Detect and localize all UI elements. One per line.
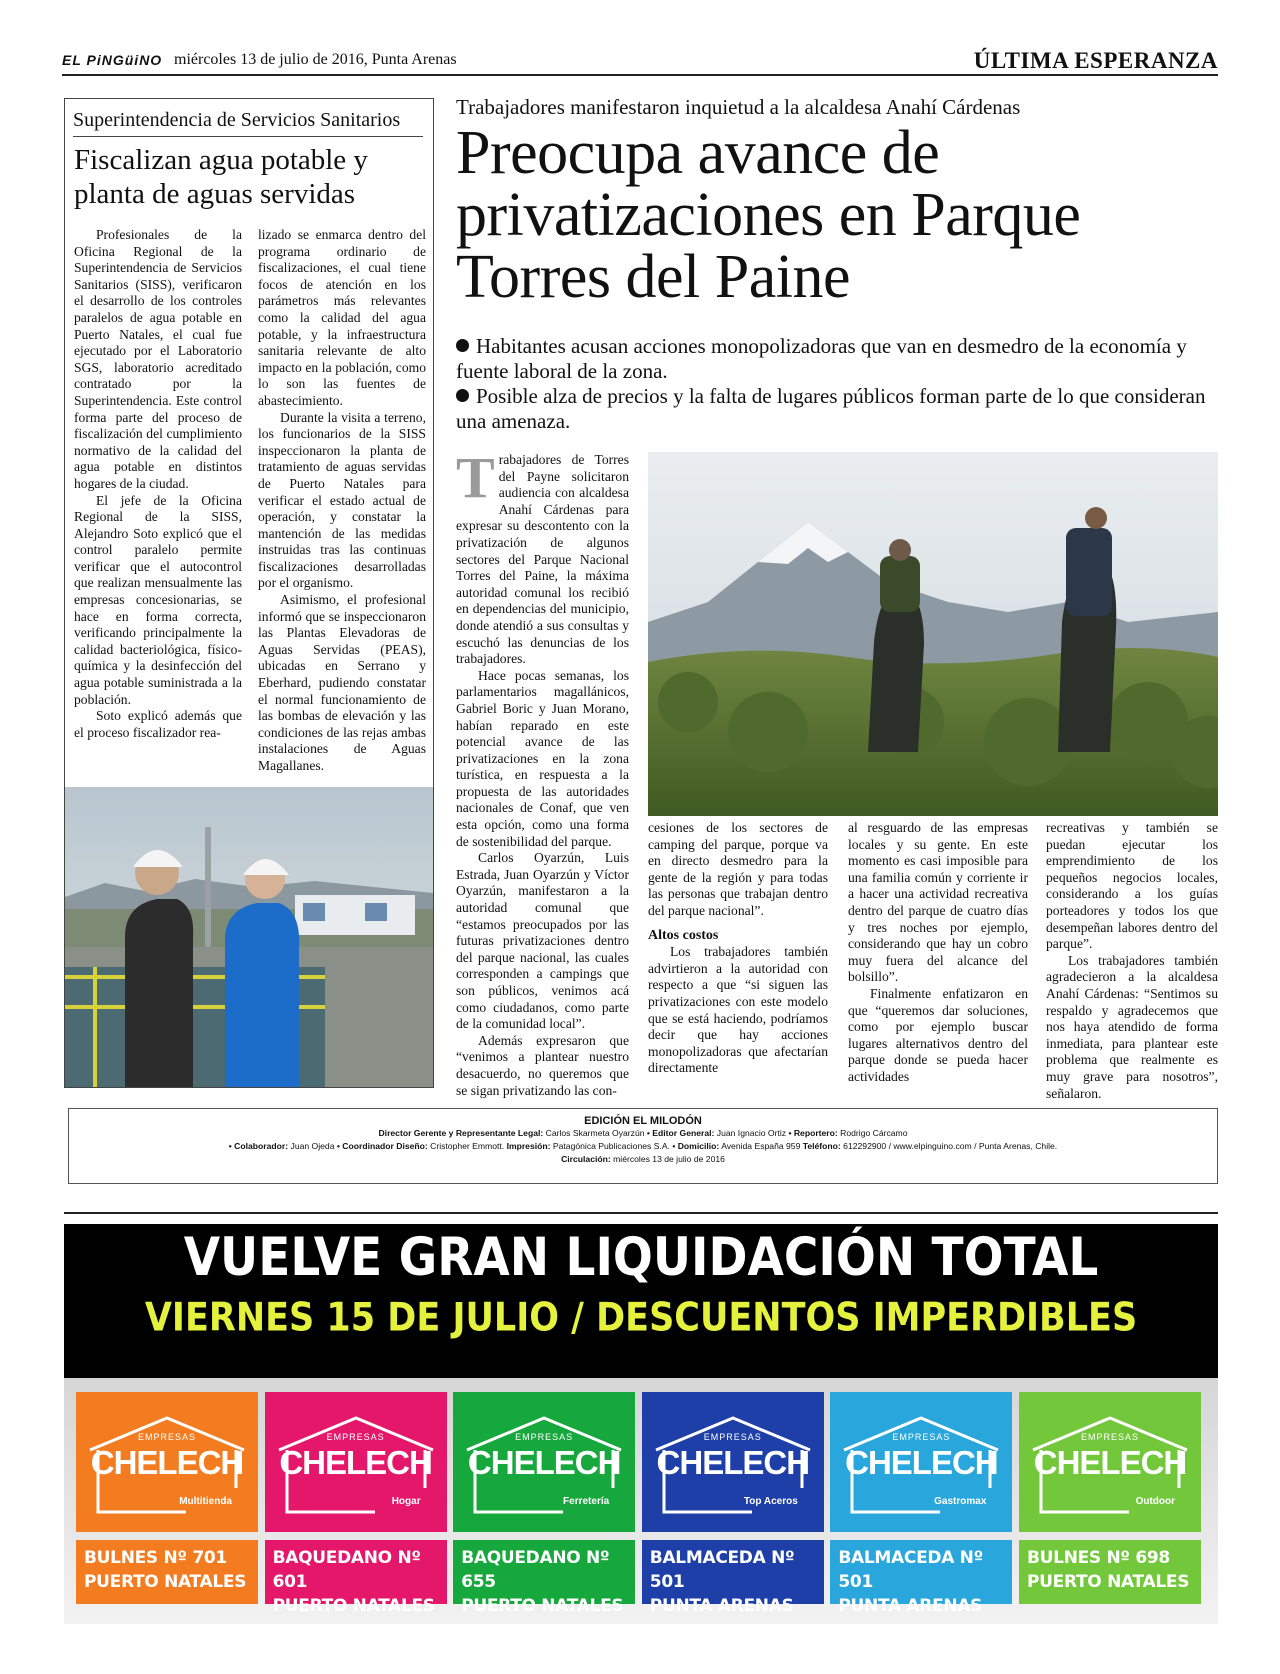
left-story-column-2 (258, 227, 426, 775)
paragraph: Durante la visita a terreno, los funcionarios de la SISS inspeccionaron la planta de tratamiento de aguas servidas de Puerto Natales para verificar el estado actual de operación, y constatar la mantención de las medidas instruidas tras las continuas fiscalizaciones desarrolladas por el organismo. (258, 409, 426, 591)
staff-title: EDICIÓN EL MILODÓN (584, 1115, 702, 1127)
store-address (1019, 1540, 1201, 1604)
store-street: BALMACEDA Nº 501 (838, 1548, 983, 1592)
left-story (64, 98, 434, 1088)
store-panel (64, 1378, 1218, 1624)
left-story-kicker: Superintendencia de Servicios Sanitarios (73, 109, 423, 137)
paragraph: El jefe de la Oficina Regional de la SISS, Alejandro Soto explicó que el control paralelo permite verificar que el autocontrol que realizan mensualmente las empresas concesionarias, se hace en forma correcta, verificando principalmente la calidad bacteriológica, físico-química y la desinfección del agua potable suministrada a la población. (74, 492, 242, 707)
left-story-column-1 (74, 227, 242, 741)
brand-name: CHELECH (467, 1444, 621, 1481)
store-address (642, 1540, 824, 1616)
store-street: BULNES Nº 698 (1027, 1548, 1170, 1568)
store-tile (642, 1392, 824, 1616)
advertisement (64, 1224, 1218, 1624)
brand-prefix: EMPRESAS (1080, 1432, 1139, 1442)
brand-prefix: EMPRESAS (515, 1432, 574, 1442)
ad-subheadline: VIERNES 15 DE JULIO / DESCUENTOS IMPERDIBLES (144, 1295, 1138, 1341)
store-type: Hogar (391, 1496, 421, 1507)
store-logo (453, 1392, 635, 1532)
main-story-kicker: Trabajadores manifestaron inquietud a la alcaldesa Anahí Cárdenas (456, 95, 1021, 119)
page-header (62, 50, 1218, 76)
staff-box (68, 1108, 1218, 1184)
paragraph: Los trabajadores también advirtieron a la autoridad con respecto a que “si siguen las privatizaciones con este modelo que se está haciendo, podríamos decir que hay acciones monopolizadoras que afectarían directamente (648, 944, 828, 1076)
store-address (453, 1540, 635, 1616)
staff-line: Circulación: miércoles 13 de julio de 2016 (561, 1154, 725, 1164)
paragraph: lizado se enmarca dentro del programa ordinario de fiscalizaciones, el cual tiene focos de atención en los parámetros más relevantes como la calidad del agua potable, y la infraestructura sanitaria relevante de alto impacto en la población, como lo son las fuentes de abastecimiento. (258, 227, 426, 408)
store-city: PUNTA ARENAS (649, 1596, 794, 1616)
store-street: BAQUEDANO Nº 601 (272, 1548, 421, 1592)
store-tile (76, 1392, 258, 1604)
main-story-headline: Preocupa avance de privatizaciones en Parque Torres del Paine (456, 119, 1081, 311)
store-type: Ferretería (563, 1496, 610, 1507)
paragraph: Los trabajadores también agradecieron a la alcaldesa Anahí Cárdenas: “Sentimos su respaldo y agradecemos que nos haya atendido de forma inmediata, para plantear este problema que realmente es muy grave para nosotros”, señalaron. (1046, 952, 1218, 1101)
brand-name: CHELECH (656, 1444, 810, 1481)
newspaper-logo: EL PiNGüiNO (62, 52, 163, 68)
paragraph: recreativas y también se puedan ejecutar los emprendimiento de los pequeños negocios locales, considerando a los guías porteadores y todos los que desempeñan labores dentro del parque”. (1046, 820, 1218, 952)
section-title: ÚLTIMA ESPERANZA (973, 48, 1218, 73)
store-street: BAQUEDANO Nº 655 (461, 1548, 610, 1592)
lead-paragraph: Trabajadores de Torres del Payne solicitaron audiencia con alcaldesa Anahí Cárdenas para expresar su descontento con la privatización de algunos sectores del Parque Nacional Torres del Paine, la máxima autoridad comunal los recibió en dependencias del municipio, donde atendió a sus consultas y escuchó las denuncias de los trabajadores. (456, 445, 629, 667)
store-street: BULNES Nº 701 (84, 1548, 227, 1568)
store-tile (453, 1392, 635, 1616)
store-type: Top Aceros (743, 1496, 798, 1507)
left-story-headline: Fiscalizan agua potable y planta de aguas servidas (74, 144, 368, 210)
store-city: PUERTO NATALES (461, 1596, 624, 1616)
store-type: Gastromax (934, 1496, 987, 1507)
brand-prefix: EMPRESAS (892, 1432, 951, 1442)
store-city: PUERTO NATALES (84, 1572, 247, 1592)
main-story-column-3 (848, 820, 1028, 1086)
bullet-item (456, 384, 1216, 434)
paragraph: Asimismo, el profesional informó que se inspeccionaron las Plantas Elevadoras de Aguas Servidas (PEAS), ubicadas en Serrano y Eberhard, pudiendo constatar el normal funcionamiento de las bombas de elevación y las condiciones de las rejas ambas instalaciones de Aguas Magallanes. (258, 592, 426, 773)
drop-cap: T (456, 445, 495, 510)
store-tile (830, 1392, 1012, 1616)
brand-prefix: EMPRESAS (703, 1432, 762, 1442)
brand-name: CHELECH (279, 1444, 432, 1481)
main-story-column-2 (648, 820, 828, 1077)
staff-line: Director Gerente y Representante Legal: Carlos Skarmeta Oyarzún • Editor General: Juan Ignacio Ortiz • Reportero: Rodrigo Cárcamo (378, 1128, 908, 1138)
store-address (265, 1540, 447, 1616)
inspectors-photo (65, 787, 433, 1087)
brand-prefix: EMPRESAS (137, 1432, 196, 1442)
paragraph: Carlos Oyarzún, Luis Estrada, Juan Oyarzún y Víctor Oyarzún, manifestaron a la autoridad comunal que “estamos preocupados por las futuras privatizaciones dentro del parque nacional, las cuales corresponden a campings que son públicos, venimos acá como ciudadanos, como parte de la comunidad local”. (456, 850, 629, 1032)
bullet-icon (456, 339, 469, 352)
store-address (76, 1540, 258, 1604)
store-logo (76, 1392, 258, 1532)
paragraph: Además expresaron que “venimos a plantear nuestro desacuerdo, no queremos que se sigan privatizando las con- (456, 1032, 629, 1098)
store-city: PUERTO NATALES (272, 1596, 435, 1616)
store-street: BALMACEDA Nº 501 (649, 1548, 795, 1592)
dateline: miércoles 13 de julio de 2016, Punta Arenas (174, 51, 457, 68)
store-tile (265, 1392, 447, 1616)
main-story-bullets (456, 334, 1216, 434)
store-logo (1019, 1392, 1201, 1532)
store-logo (830, 1392, 1012, 1532)
store-city: PUERTO NATALES (1027, 1572, 1190, 1592)
bullet-icon (456, 389, 469, 402)
divider (64, 1212, 1218, 1214)
brand-name: CHELECH (845, 1444, 998, 1481)
paragraph: Profesionales de la Oficina Regional de la Superintendencia de Servicios Sanitarios (SISS), verificaron el desarrollo de los controles paralelos de agua potable en Puerto Natales, el cual fue ejecutado por el Laboratorio SGS, laboratorio acreditado contratado por la Superintendencia. Este control forma parte del proceso de fiscalización del cumplimiento normativo de la calidad del agua potable en distintos hogares de la ciudad. (74, 227, 242, 491)
bullet-text: Posible alza de precios y la falta de lugares públicos forman parte de lo que consideran una amenaza. (456, 384, 1206, 433)
store-city: PUNTA ARENAS (838, 1596, 983, 1616)
ad-headline: VUELVE GRAN LIQUIDACIÓN TOTAL (183, 1226, 1099, 1289)
main-story-column-4 (1046, 820, 1218, 1102)
bullet-item (456, 334, 1216, 384)
brand-name: CHELECH (1033, 1444, 1187, 1481)
subheading: Altos costos (648, 927, 719, 943)
paragraph: al resguardo de las empresas locales y su gente. En este momento es casi imposible para una familia común y corriente ir a hacer una actividad recreativa dentro del parque de cuatro días y tres noches por ejemplo, considerando que hay un cobro muy fuera del alcance del bolsillo”. (848, 820, 1028, 985)
store-tile (1019, 1392, 1201, 1604)
store-address (830, 1540, 1012, 1616)
brand-name: CHELECH (90, 1444, 244, 1481)
paragraph: cesiones de los sectores de camping del parque, porque va en directo desmedro para la gente de la región y para todas las personas que trabajan dentro del parque nacional”. (648, 820, 828, 918)
store-logo (265, 1392, 447, 1532)
paragraph: Finalmente enfatizaron en que “queremos dar soluciones, como por ejemplo buscar lugares alternativos dentro del parque donde se pueda hacer actividades (848, 985, 1028, 1084)
paragraph: Hace pocas semanas, los parlamentarios magallánicos, Gabriel Boric y Juan Morano, habían reparado en este potencial avance de las privatizaciones en la zona turística, en respuesta a la propuesta de las autoridades nacionales de Conaf, que ven esta opción, como una forma de sostenibilidad del parque. (456, 667, 629, 849)
brand-prefix: EMPRESAS (326, 1432, 385, 1442)
paragraph: Soto explicó además que el proceso fiscalizador rea- (74, 708, 242, 740)
main-story-column-1 (456, 445, 629, 1099)
store-type: Outdoor (1135, 1496, 1175, 1507)
store-logo (642, 1392, 824, 1532)
staff-line: • Colaborador: Juan Ojeda • Coordinador Diseño: Cristopher Emmott. Impresión: Patagónica Publicaciones S.A. • Domicilio: Avenida España 959 Teléfono: 612292900 / www.elpinguino.com / Punta Arenas, Chile. (228, 1141, 1058, 1151)
bullet-text: Habitantes acusan acciones monopolizadoras que van en desmedro de la economía y fuente laboral de la zona. (456, 334, 1187, 383)
store-type: Multitienda (179, 1496, 232, 1507)
hikers-photo (648, 452, 1218, 816)
